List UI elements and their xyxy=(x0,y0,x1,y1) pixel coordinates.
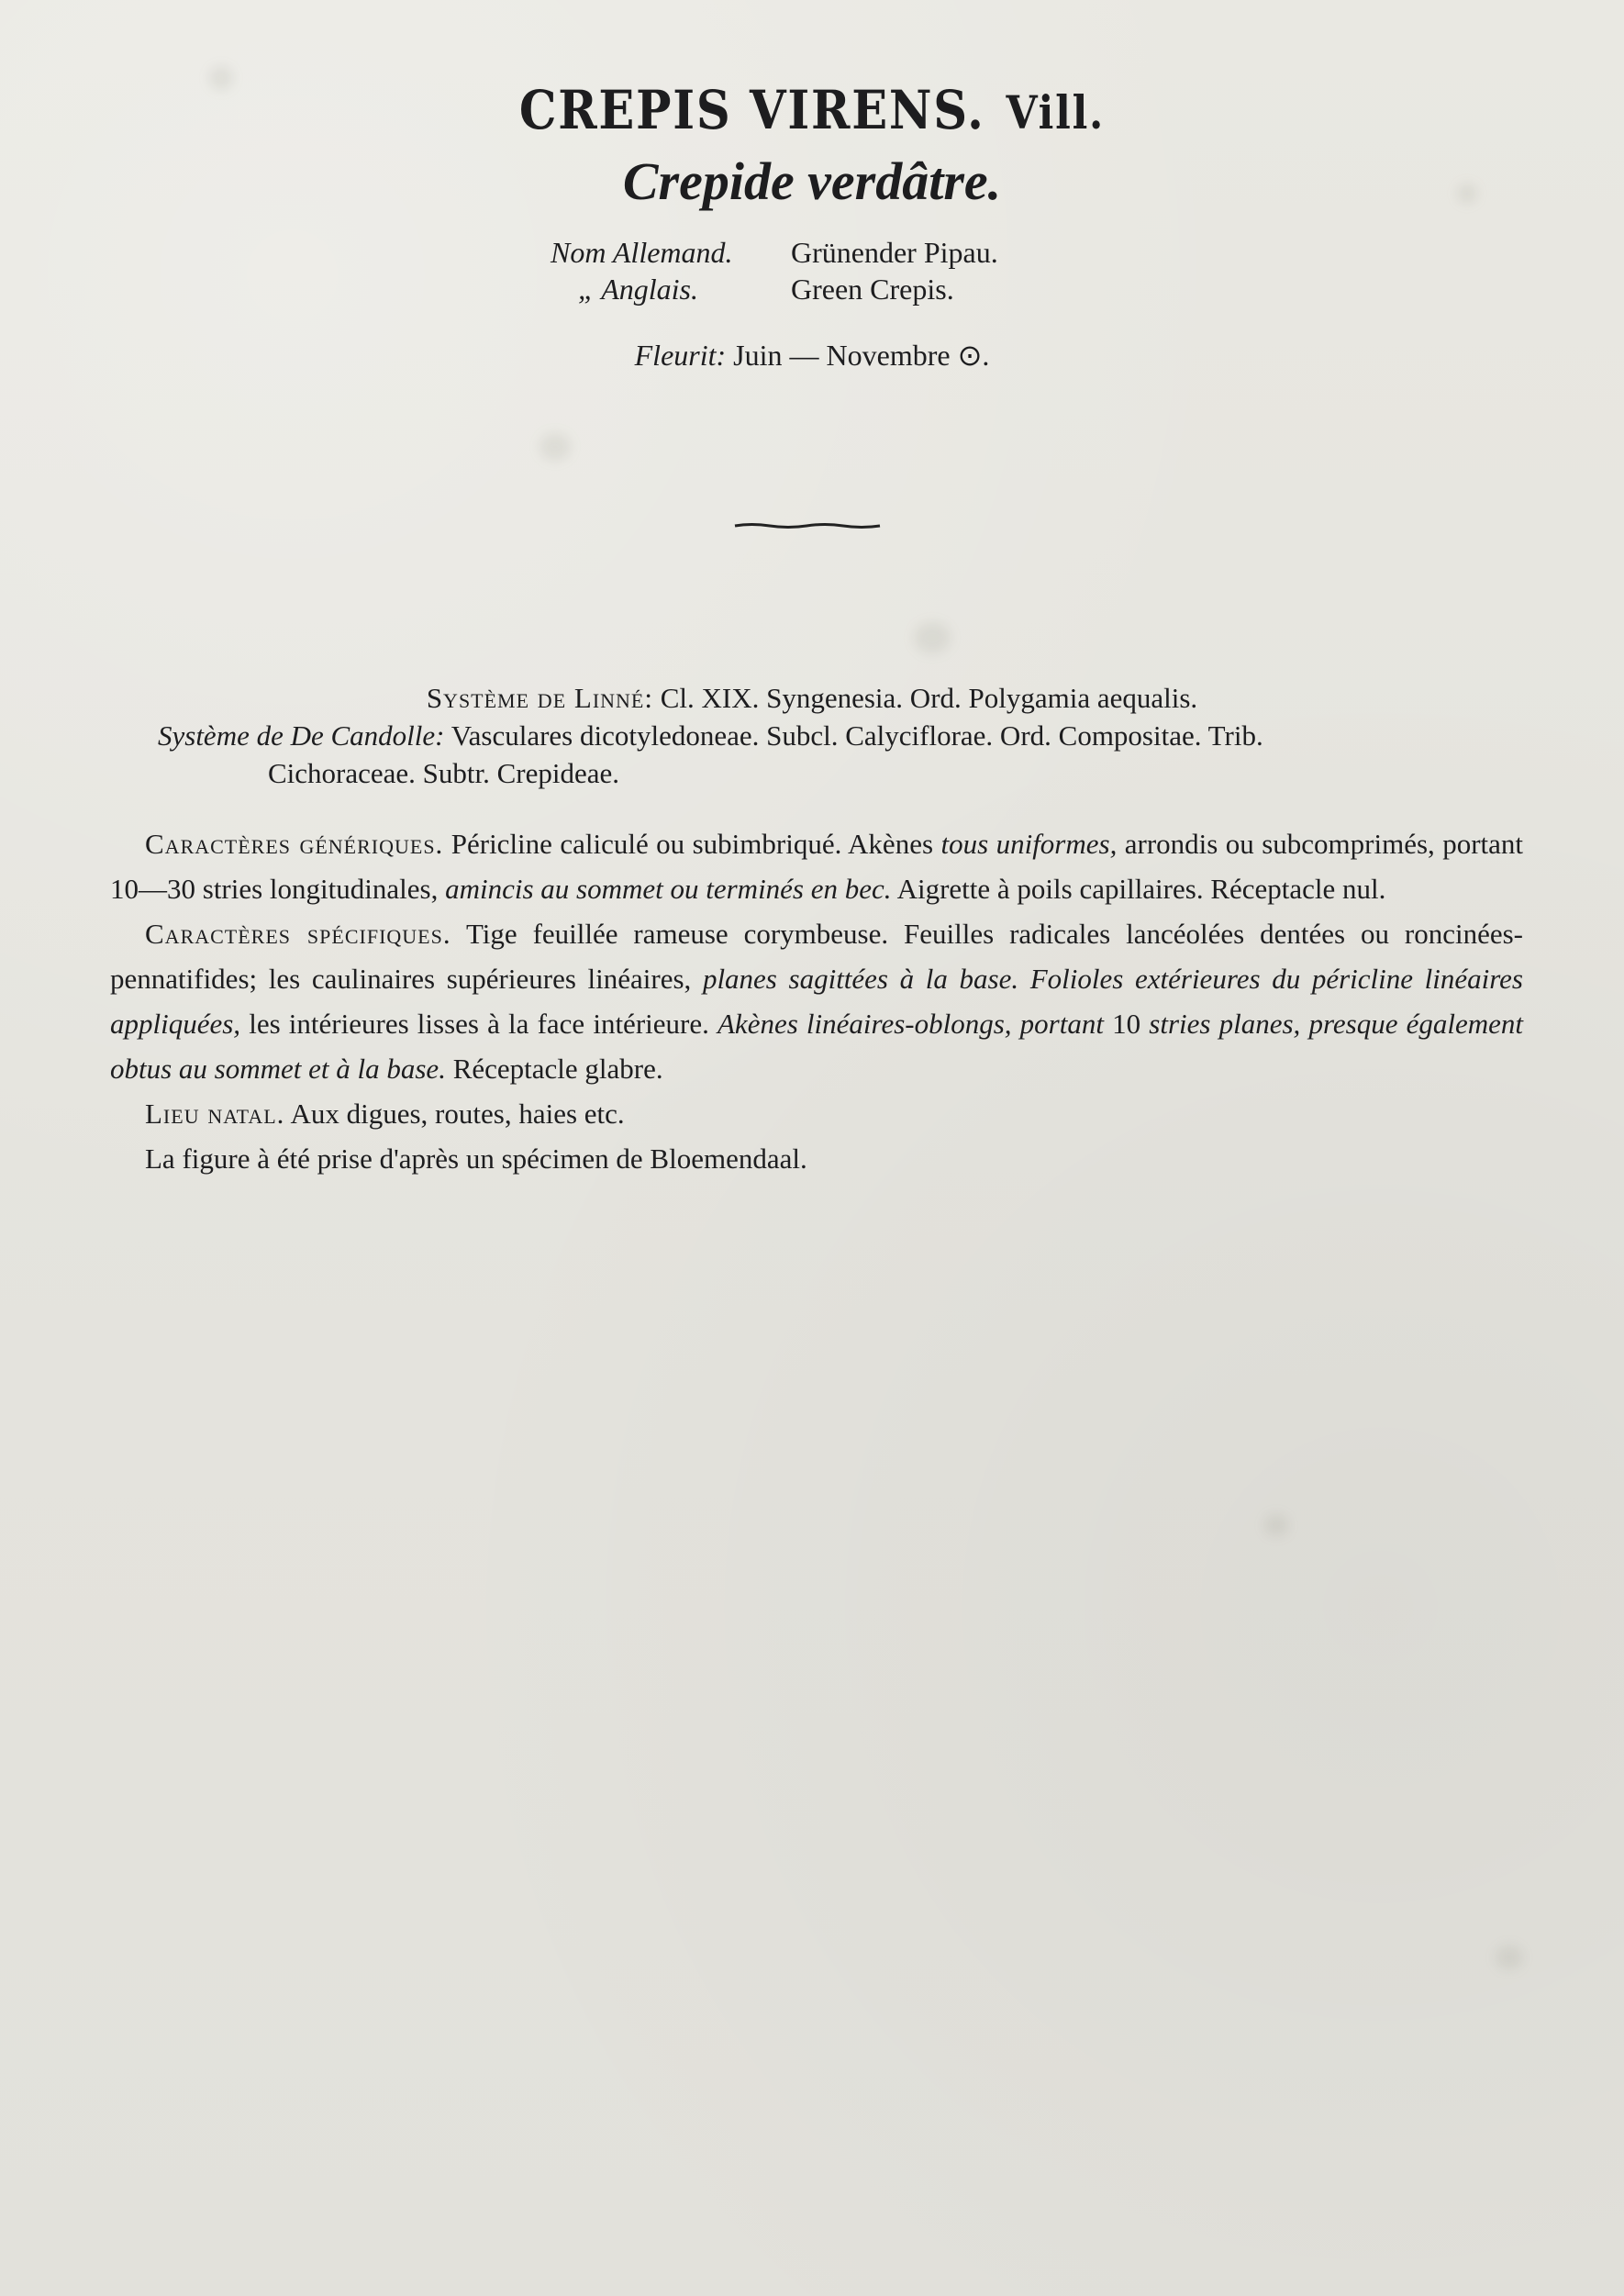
specific-text-italic: stries planes, presque également obtus au sommet et à la base. xyxy=(110,1008,1523,1085)
title-block xyxy=(0,79,1624,212)
decandolle-system xyxy=(0,717,1624,754)
decandolle-system-continued xyxy=(0,754,1624,792)
figure-note: La figure à été prise d'après un spécimen de Bloemendaal. xyxy=(145,1142,807,1175)
common-names xyxy=(551,234,998,307)
decandolle-text: Cichoraceae. Subtr. Crepideae. xyxy=(268,757,620,789)
common-name-row xyxy=(551,234,998,271)
french-common-name: Crepide verdâtre. xyxy=(622,151,1002,211)
paper-spot xyxy=(539,433,571,461)
generic-text: Péricline caliculé ou subimbriqué. Akènes xyxy=(450,828,934,860)
linne-system xyxy=(0,679,1624,717)
specific-characters xyxy=(110,911,1523,1091)
linne-label: Système de Linné: xyxy=(426,682,653,714)
generic-text: arrondis ou subcomprimés, portant 10—30 stries longitudinales, xyxy=(110,828,1524,905)
classification-systems xyxy=(0,679,1624,792)
common-name-label: „ Anglais. xyxy=(578,273,698,306)
habitat xyxy=(110,1091,1523,1136)
paper-spot xyxy=(1496,1945,1523,1969)
generic-characters xyxy=(110,821,1523,911)
specific-text: Réceptacle glabre. xyxy=(452,1053,663,1085)
description xyxy=(110,821,1523,1181)
species-title xyxy=(97,79,1527,141)
common-name-value: Grünender Pipau. xyxy=(791,236,998,269)
ornamental-rule xyxy=(733,523,882,529)
decandolle-label: Système de De Candolle: xyxy=(158,719,445,752)
specific-text: Tige feuillée rameuse corymbeuse. Feuilles radicales lancéolées dentées ou roncinées-pennatifides; les caulinaires supérieures linéaires, xyxy=(110,918,1523,995)
species-authority: Vill. xyxy=(1006,85,1106,139)
generic-label: Caractères génériques. xyxy=(145,828,444,860)
specific-text: les intérieures lisses à la face intérieure. xyxy=(249,1008,709,1040)
flowering-period xyxy=(0,338,1624,373)
generic-text: Aigrette à poils capillaires. Réceptacle nul. xyxy=(896,873,1386,905)
common-name-row xyxy=(551,271,998,307)
flowering-label: Fleurit: xyxy=(634,339,727,372)
common-name-label: Nom Allemand. xyxy=(551,236,733,269)
habitat-label: Lieu natal. xyxy=(145,1098,285,1130)
common-name-value: Green Crepis. xyxy=(791,273,954,306)
paper-spot xyxy=(914,622,951,653)
generic-text-italic: amincis au sommet ou terminés en bec. xyxy=(445,873,892,905)
flowering-value: Juin — Novembre ⊙. xyxy=(733,339,990,372)
specific-label: Caractères spécifiques. xyxy=(145,918,451,950)
paper-spot xyxy=(1264,1514,1288,1536)
linne-text: Cl. XIX. Syngenesia. Ord. Polygamia aequalis. xyxy=(660,682,1198,714)
generic-text-italic: tous uniformes, xyxy=(940,828,1118,860)
genus-species-name: CREPIS VIRENS. xyxy=(518,79,985,141)
specific-text-italic: planes sagittées à la base. Folioles extérieures du péricline linéaires appliquées, xyxy=(110,963,1523,1040)
specific-text: 10 xyxy=(1112,1008,1141,1040)
specific-text-italic: Akènes linéaires-oblongs, portant xyxy=(717,1008,1104,1040)
habitat-text: Aux digues, routes, haies etc. xyxy=(290,1098,625,1130)
decandolle-text: Vasculares dicotyledoneae. Subcl. Calyciflorae. Ord. Compositae. Trib. xyxy=(450,719,1263,752)
